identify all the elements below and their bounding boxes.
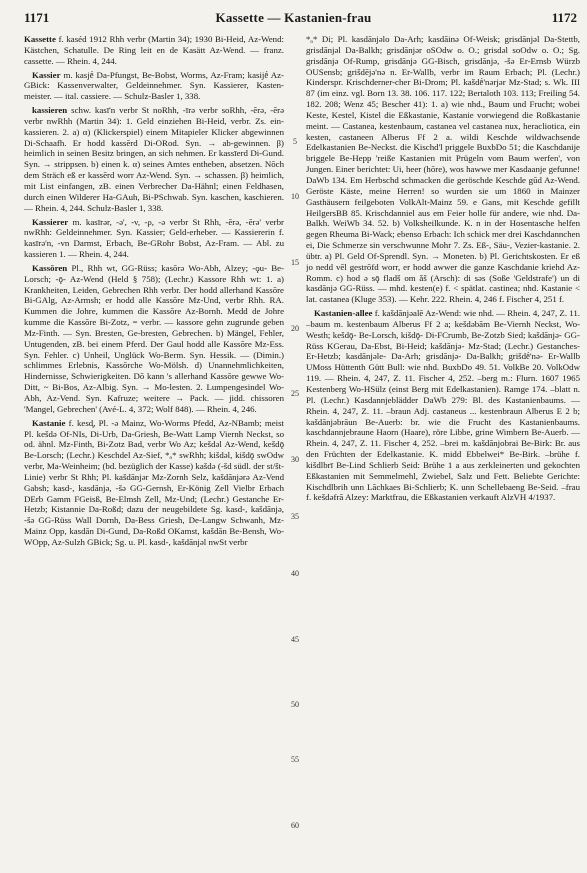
line-number: 5 bbox=[293, 137, 297, 146]
line-number: 45 bbox=[291, 635, 299, 644]
headword: Kassōren bbox=[32, 262, 68, 273]
entry-kassieren bbox=[24, 105, 284, 213]
line-number: 35 bbox=[291, 512, 299, 521]
headword: Kassier bbox=[32, 69, 61, 80]
entry-kassierer bbox=[24, 217, 284, 260]
line-number: 25 bbox=[291, 389, 299, 398]
entry-text: f. kesd̥, Pl. -ə Mainz, Wo-Worms Pfedd, Az-NBamb; meist Pl. kešdə Of-NIs, Di-Urb, Da-Griesh, Be-Watt Lamp Viernh Neckst, so od. ähnl. Mz-Finth, Bi-Zotz Bad, verbr Wo Az; kešdəl Az-Wend, kešdǭ Be-Lorsch; (Lechr.) Keschdel Az-Sief, *ₒ* swRhh; kišdəl, kišdǭ swOdw verbr, Ma-Weinheim; (bd. bezüglich der Kasse) kašdə (-šd südl. der st/št-Linie) verbr St Rhh; Pl. kašdānjər Mz-Zornh Selz, kašdānjərə Az-Vend Gabsh; kasd-, kasdānjə, -šə GG-Gernsh, Er-König Zell Vielbr Erbach DErb Gamm FGeisß, Be-Elmsh Zell, Mz-Und; (Lechr.) Gestanche Er-Hetzb; Kistannie Da-Roßd; dazu der neugebildete Sg. kasd-, kašdānjə, -šə GG-Rüss Wall Dornh, Da-Bess Griesh, De-Langw Schwanh, Mz-Mainz Opp, kasdān Di-Gund, Da-Roßd OKamst, kašdān Be-Bensh, Wo-WOpp, Az-Sulzh GBick; Sg. u. Pl. kasd-, kašdānjəl nwSt verbr bbox=[24, 417, 284, 547]
right-column bbox=[306, 34, 580, 865]
line-number: 20 bbox=[291, 324, 299, 333]
entry-text: Pl., Rhh wt, GG-Rüss; kasōrə Wo-Abh, Alzey; -ǫu- Be-Lorsch; -ǭ- Az-Wend (Held § 758); (Lechr.) Kassore Rhh wt: 1. a) Krankheiten, Leiden, Gebrechen Rhh verbr. Der hodd allerhand Kassōre Bi-GAlg, Az-Armsh; er hodd alle Kassōre Mz-Und, verbr Rhh. RA. Kummen die Johre, kummen die Kassōre Az-Bornh. Medd de Johre kumme die Kassōre Bi-Zotz, = verbr. — kassore gehn zugrunde geben Mz-Finth. — Syn. Bresten, Ge-bresten, Gebrechen. b) Mängel, Fehler, Untugenden, zB. bei einem Pferd. Der Gaul hodd alle Kassōre Mz-Ess. Syn. Fehler. c) Unheil, Unglück Wo-Berm. Syn. Hessik. — (Dimin.) schlimmes Erlebnis, Kassōrche Wo-Mölsh. d) Unannehmlichkeiten, Hindernisse, Schwierigkeiten. Dō kann 's allerhand Kassōre gewwe Wo-Ditt, ~ Bi-Bos, Az-Albig. Syn. → Mo-lesten. 2. Lumpengesindel Wo-Abh, Az-Vend. Syn. Kafruze; weitere → Pack. — jidd. chissoren 'Mangel, Gebrechen' (Avé-L. 4, 372; Wolf 848). — Rhein. 4, 246. bbox=[24, 262, 284, 414]
line-number-gutter bbox=[288, 34, 302, 864]
line-number: 55 bbox=[291, 755, 299, 764]
page-header bbox=[0, 10, 587, 30]
entry-text: *ₒ* Di; Pl. kasdānjəlo Da-Arh; kasdāinə Of-Weisk; grisdānjəl Da-Stettb, grisdānjəl Da-Balkh; grisdānjər oSOdw o. O.; grisdəl soOdw o. O.; Sg. grisdānjə Of-Rump, grisdānjə GG-Bisch, grisdānjə, -šə Er-Ernsb Würzb OUSensb; grišdējə'nə n. Er-Wallb, verbr im Raum Erbach; Pl. (Lechr.) Kinderspr. Krischderner-cher Bi-Drom; Pl. kašdḗ'nərjər Mz-Stad; s. Wk. III 87 (im einz. vgl. Born 13. 38. 106. 117. 122; Bertaloth 103. 113; Freiling 54. 182. 208; Wenz 45; Bescher 41): 1. a) wie nhd., Baum und Frucht; wobei Keste, Kestel, Kistel die Eßkastanie, Kastanie vorwiegend die Roßkastanie meint. — Castanea, kestenbaum, castanea vel castanea nux, heracliotica, ein kesten, castaneen Alberus Ff 2 a. wildi Keschde wildwachsende Edelkastanien Be-Neckst. die Kischd'l priggele BuxbDo 51; die Kaschdanije briggele Be-Hepp 'reiße Kastanien mit Prügeln vom Baum werfen', von Jungen. Einer berichtet: Ui, heer (hōre), wos hawwe mer Kasdaanje gefunne! DaWb 134. Em Herbschd schmacken die geröschde Keschde gūd Az-Wend. Geröste Käste, meine Herren! so wurden sie um 1860 in Mainzer Gasthäusern feilgeboten VolkAlt-Mainz 59. e Gans, mit Keschde gefillt HeilgersBB 85. Krischdanniel aus em Feier holle für andere, wie nhd. Da-Balkh. WeiWb 34. 52. b) Volksheilkunde. K. n in der Hosentasche helfen gegen Rheuma Bi-Wack; ebenso Erbach: Ich schick mer drei Kaschdannchen ei, Die Schmerze sin verschwunne Mohr 7. Zs. Eß-, Säu-, Vezier-kastanie. 2. übtr. a) Pl. Geld Of-Sprendl. Syn. → Moneten. b) Pl. Gerichtskosten. Er eß jo nedd vēl gestrōfd worr, er hodd awwer die ganze Kaschdanie kriehd Az-Romm. c) hod ə sǭ fladš om ǎš (Arsch): di səs (Soße 'Geldstrafe') un di kasdānjə GG-Rüss. — mhd. kesten(e) f. < spätlat. castinea; nhd. Kastanie < lat. castanea (Kluge 353). — Kehr. 222. Rhein. 4, 246 f. Fischer 4, 251 f. bbox=[306, 34, 580, 305]
line-number: 60 bbox=[291, 821, 299, 830]
headword: Kassierer bbox=[32, 216, 69, 227]
entry-kastanien-compounds bbox=[306, 308, 580, 503]
line-number: 40 bbox=[291, 569, 299, 578]
headword: Kassette bbox=[24, 34, 56, 44]
entry-kassette bbox=[24, 34, 284, 67]
line-number: 15 bbox=[291, 258, 299, 267]
entry-kassier bbox=[24, 70, 284, 103]
left-column bbox=[24, 34, 284, 865]
entry-text: schw. kasī'n verbr St noRhh, -īrə verbr soRhh, -ērə, -ērə verbr nwRhh (Martin 34): 1. Geld einziehen Bi-Heid, verbr. Zs. ein-kassieren. 2. a) α) (Klickerspiel) einem Mitapieler Klicker abgewinnen Di-Schaafh. Er hodd kassērd Di-ORod. Syn. → ab-gewinnen. β) heimlich in seinen Besitz bringen, an sich nehmen. Er kassīerd Di-Gund. Syn. → strippsen. b) einen k. α) seines Amtes entheben, absetzen. Nōch dem Sträch eß er kassērd worr Az-Wend. Syn. → schassen. β) heimlich, mit List einfangen, zB. einen Verbrecher Da-Hähnl; einen Feldhasen, durch einen Wilderer Ha-GAuh, Bi-PSchwab. Syn. kaschen, kaschieren. — Rhein. 4, 244. Schulz-Basler 1, 338. bbox=[24, 105, 284, 213]
entry-kastanie bbox=[24, 418, 284, 548]
line-number: 10 bbox=[291, 192, 299, 201]
entry-kastanie-continued bbox=[306, 34, 580, 305]
page-number-right: 1172 bbox=[551, 10, 577, 25]
headword: kassieren bbox=[32, 105, 68, 116]
running-title: Kassette — Kastanien-frau bbox=[215, 10, 372, 25]
entry-text: f. kašdānjəalē Az-Wend: wie nhd. — Rhein. 4, 247, Z. 11. –baum m. kestenbaum Alberus Ff 2 a; kešdəbām Be-Viernh Neckst, Wo-Westh; kešdǭ- Be-Lorsch, kišdǭ- Di-FCrumb, Be-Zotzb Sied; kašdānjə- GG-Rüss KGerau, Da-Ebst, Bi-Heid; kašdānjə- Mz-Stad; (Lechr.) Gestanches- Er-Hetzb; kasdānjəle- Da-Arh; grisdānjə- Da-Balkh; grišdḗ'nə- Er-Wallb UMoss Hüttenth Gütt Bull: wie nhd. BuxbDo 49. 51. VolkBe 20. VolkOdw 119. — Rhein. 4, 247, Z. 11. Fischer 4, 252. –berg m.: Flurn. 1607 1965 Kestenberg Wo-HSülz (einst Berg mit Edelkastanien). Ramge 174. –blatt n. Pl. (Lechr.) Kasdannjeblädder DaWb 279: Bl. des Kastanienbaums. — Rhein. 4, 247, Z. 11. –braun Adj. castaneus ... kestenbraun Alberus E 2 b; kašdānjəbrāun Be-Auerb: br. wie die Frucht des Kastanienbaums. kaschdannjebraune Haorn (Haare), röre Libbe, grine Wimbern Be-Auerb. — Rhein. 4, 247, Z. 11. Fischer 4, 252. –brei m. kašdānjobrai Be-Birk: Br. aus den Früchten der Edelkastanie. K. midd Ebbelwei* Be-Birk. –brühe f. kišdlbrī Be-Lind Schlierb Seid: Brühe 1 a aus zerkleinerten und gekochten Eßkastanien mit Semmelmehl, Zwiebel, Salz und Fett. Beliebte Gerichte: Kischdlbrih unn Lāchkaes Bi-Schlierb; K. unn Schellebaeng Be-Seid. –frau f. kešdǝfrā Alzey: Marktfrau, die Eßkastanien verkauft AlzVH 4/1937. bbox=[306, 308, 580, 503]
page-number-left: 1171 bbox=[24, 10, 50, 25]
entry-text: m. kasīrər, -ə', -v, -ρ, -ə verbr St Rhh, -ērə, -ērə' verbr nwRhh: Geldeinnehmer. Syn. Kassier; Geld-erheber. — Kassiererin f. kasīrə'n, -vn Darmst, Erbach, Be-GRohr Bobst, Az-Fram. — Abl. zu kassieren 1. — Rhein. 4, 244. bbox=[24, 216, 284, 260]
line-number: 50 bbox=[291, 700, 299, 709]
headword: Kastanien-allee bbox=[314, 308, 373, 319]
entry-text: f. kaséd 1912 Rhh verbr (Martin 34); 1930 Bi-Heid, Az-Wend: Kästchen, Schatulle. De Ring leit en de Kasätt Az-Wend. — franz. cassette. — Rhein. 4, 244. bbox=[24, 34, 284, 66]
line-number: 30 bbox=[291, 455, 299, 464]
entry-kassoren bbox=[24, 263, 284, 415]
entry-text: m. kasjḗ Da-Pfungst, Be-Bobst, Worms, Az-Fram; kasijḗ Az-GBick: Kassenverwalter, Geldeinnehmer. Syn. Kassierer, Kasten-meister. — ital. cassiere. — Schulz-Basler 1, 338. bbox=[24, 69, 284, 102]
headword: Kastanie bbox=[32, 417, 66, 428]
